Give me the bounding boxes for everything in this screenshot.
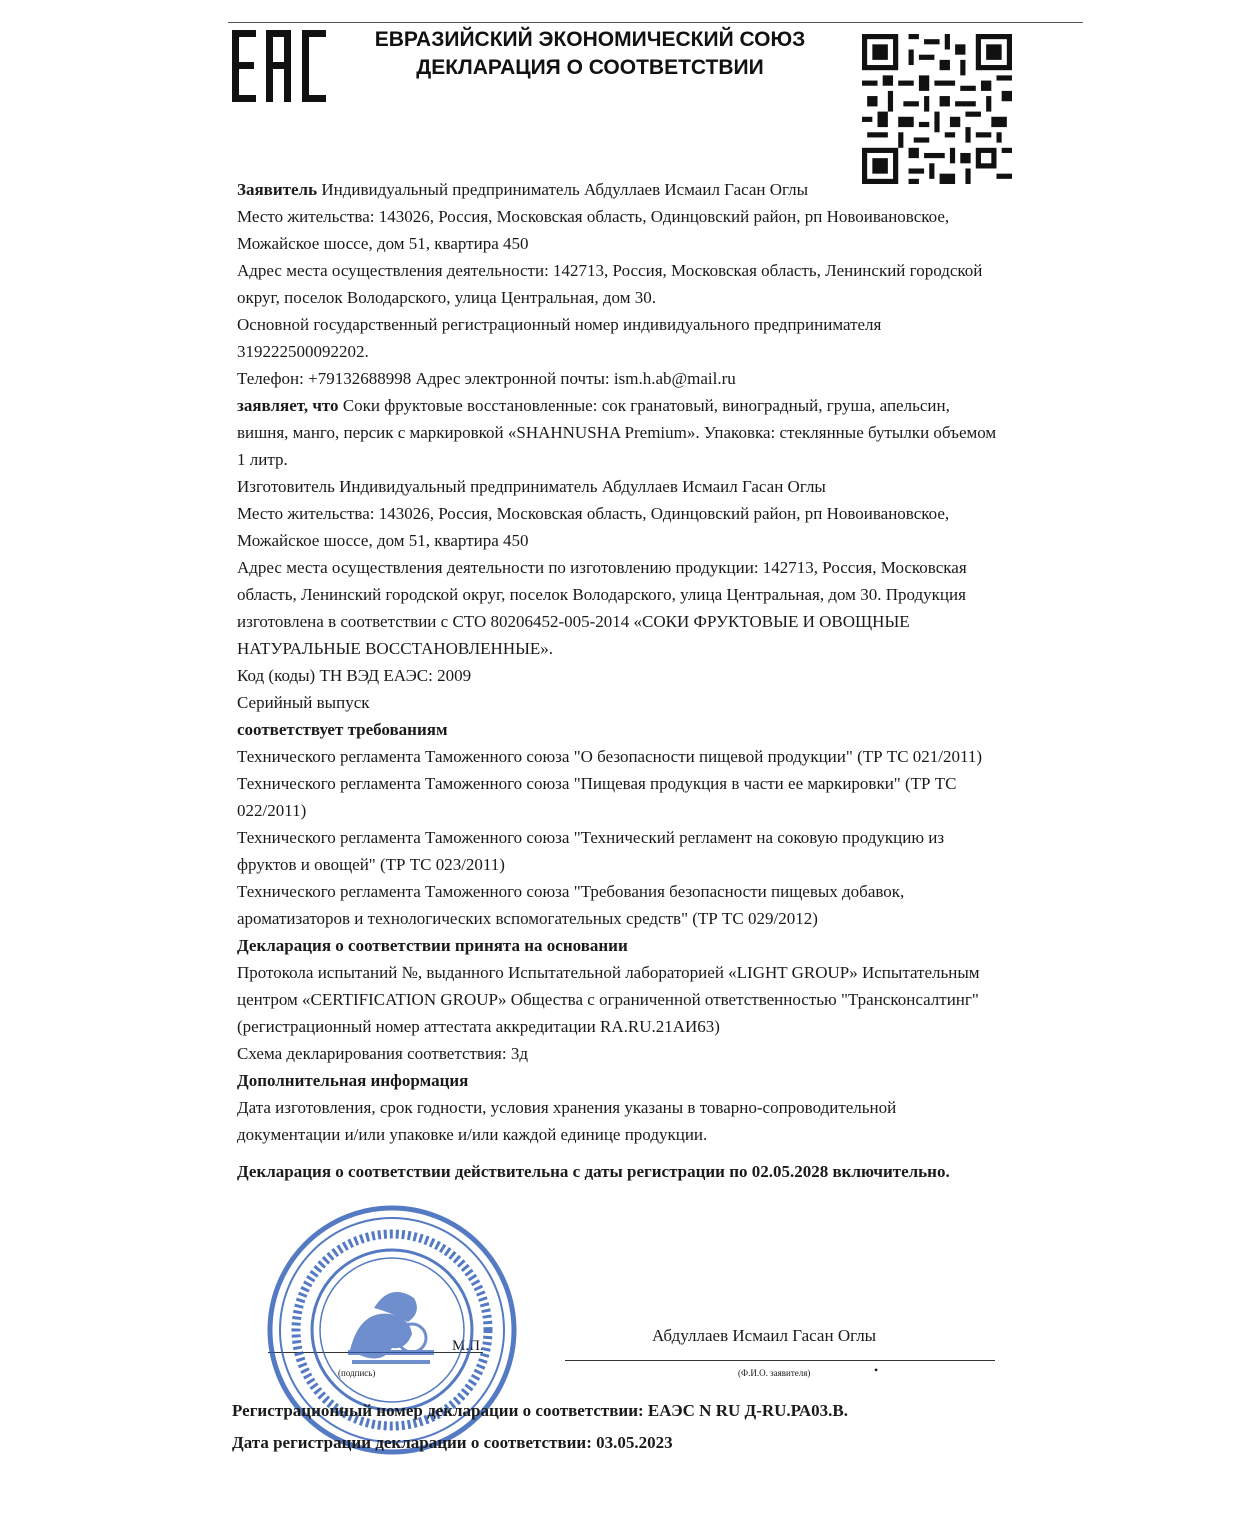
applicant-label: Заявитель <box>237 180 318 199</box>
ogrn: Основной государственный регистрационный номер индивидуального предпринимателя 319222500092202. <box>237 315 882 361</box>
applicant-name: Абдуллаев Исмаил Гасан Оглы <box>652 1326 877 1345</box>
product-text: Соки фруктовые восстановленные: сок гранатовый, виноградный, груша, апельсин, вишня, манго, персик с маркировкой «SHAHNUSHA Premium». Упаковка: стеклянные бутылки объемом 1 литр. <box>237 396 997 469</box>
serial-production: Серийный выпуск <box>237 693 370 712</box>
additional-text: Дата изготовления, срок годности, условия хранения указаны в товарно-сопроводительной документации и/или упаковке и/или каждой единице продукции. <box>237 1098 897 1144</box>
manufacturer-residence: Место жительства: 143026, Россия, Московская область, Одинцовский район, рп Новоивановское, Можайское шоссе, дом 51, квартира 450 <box>237 504 950 550</box>
tn-ved-code: Код (коды) ТН ВЭД ЕАЭС: 2009 <box>237 666 472 685</box>
dot-mark: • <box>874 1363 879 1377</box>
applicant-text: Индивидуальный предприниматель Абдуллаев Исмаил Гасан Оглы <box>317 180 809 199</box>
additional-heading <box>237 1067 997 1094</box>
applicant <box>237 176 997 203</box>
activity-address: Адрес места осуществления деятельности: 142713, Россия, Московская область, Ленинский городской округ, поселок Володарского, улица Центральная, дом 30. <box>237 261 983 307</box>
qr-code-icon <box>862 34 1012 184</box>
document-header <box>360 26 820 82</box>
contacts: Телефон: +79132688998 Адрес электронной почты: ism.h.ab@mail.ru <box>237 369 736 388</box>
registration-date: Дата регистрации декларации о соответствии: 03.05.2023 <box>232 1433 673 1452</box>
conforms-label: соответствует требованиям <box>237 720 448 739</box>
declaration-body <box>237 176 997 1185</box>
regulation-029: Технического регламента Таможенного союза "Требования безопасности пищевых добавок, ароматизаторов и технологических вспомогательных средств" (ТР ТС 029/2012) <box>237 882 905 928</box>
declares-label: заявляет, что <box>237 396 339 415</box>
signature-caption: (подпись) <box>338 1368 376 1378</box>
top-rule <box>228 22 1083 23</box>
name-line <box>565 1360 995 1361</box>
additional-label: Дополнительная информация <box>237 1071 469 1090</box>
basis-label: Декларация о соответствии принята на основании <box>237 936 628 955</box>
scheme: Схема декларирования соответствия: 3д <box>237 1044 528 1063</box>
regulation-021: Технического регламента Таможенного союза "О безопасности пищевой продукции" (ТР ТС 021/2011) <box>237 747 983 766</box>
union-title: ЕВРАЗИЙСКИЙ ЭКОНОМИЧЕСКИЙ СОЮЗ <box>374 28 806 51</box>
validity-text: Декларация о соответствии действительна с даты регистрации по 02.05.2028 включительно. <box>237 1162 950 1181</box>
declaration-title: ДЕКЛАРАЦИЯ О СООТВЕТСТВИИ <box>416 56 764 79</box>
conforms-heading <box>237 716 997 743</box>
validity <box>237 1158 997 1185</box>
basis-heading <box>237 932 997 959</box>
regulation-022: Технического регламента Таможенного союза "Пищевая продукция в части ее маркировки" (ТР ТС 022/2011) <box>237 774 957 820</box>
seal-place-label: М.П. <box>452 1338 484 1354</box>
applicant-residence: Место жительства: 143026, Россия, Московская область, Одинцовский район, рп Новоивановское, Можайское шоссе, дом 51, квартира 450 <box>237 207 950 253</box>
registration-number: Регистрационный номер декларации о соответствии: ЕАЭС N RU Д-RU.РА03.В. <box>232 1401 848 1420</box>
product-declaration <box>237 392 997 473</box>
eac-logo <box>232 30 328 102</box>
manufacturer: Изготовитель Индивидуальный предприниматель Абдуллаев Исмаил Гасан Оглы <box>237 477 826 496</box>
seal-stamp-icon <box>262 1200 522 1460</box>
basis-text: Протокола испытаний №, выданного Испытательной лабораторией «LIGHT GROUP» Испытательным центром «CERTIFICATION GROUP» Общества с ограниченной ответственностью "Трансконсалтинг" (регистрационный номер аттестата аккредитации RA.RU.21АИ63) <box>237 963 980 1036</box>
production-address: Адрес места осуществления деятельности по изготовлению продукции: 142713, Россия, Московская область, Ленинский городской округ, поселок Володарского, улица Центральная, дом 30. Продукция изготовлена в соответствии с СТО 80206452-005-2014 «СОКИ ФРУКТОВЫЕ И ОВОЩНЫЕ НАТУРАЛЬНЫЕ ВОССТАНОВЛЕННЫЕ». <box>237 558 967 658</box>
regulation-023: Технического регламента Таможенного союза "Технический регламент на соковую продукцию из фруктов и овощей" (ТР ТС 023/2011) <box>237 828 945 874</box>
name-caption: (Ф.И.О. заявителя) <box>738 1368 811 1378</box>
